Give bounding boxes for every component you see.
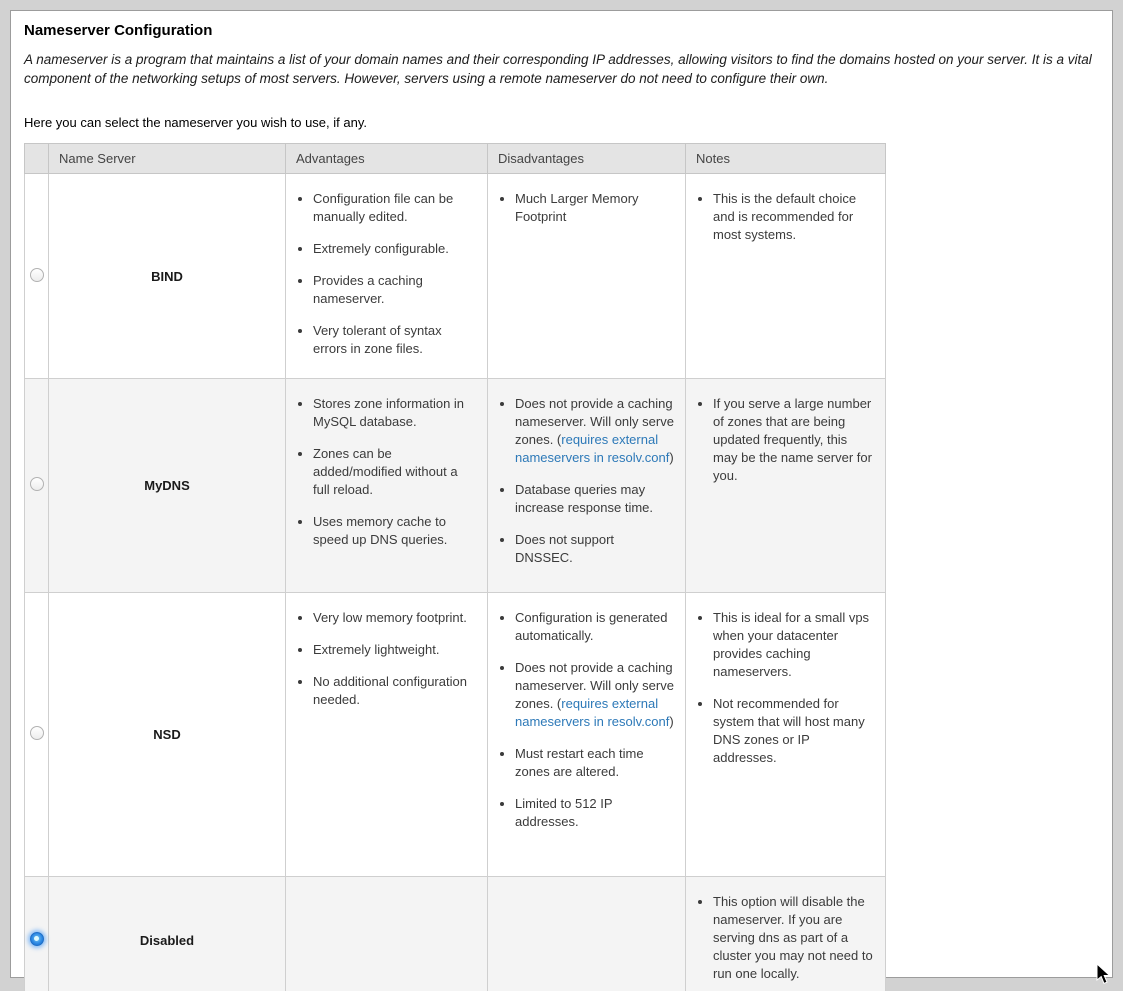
- column-header-advantages: Advantages: [286, 144, 488, 174]
- radio-cell-disabled: [25, 877, 49, 991]
- disadvantages-cell-bind-list: [498, 190, 675, 226]
- notes-cell-disabled-list: [696, 893, 875, 983]
- list-item: • Does not support DNSSEC.: [515, 531, 675, 567]
- disadvantages-cell-bind: [488, 174, 686, 379]
- list-item: • Not recommended for system that will host many DNS zones or IP addresses.: [713, 695, 875, 767]
- advantages-cell-bind: [286, 174, 488, 379]
- nameserver-table: [24, 143, 886, 991]
- advantages-cell-mydns: [286, 379, 488, 593]
- disadvantages-cell-disabled: [488, 877, 686, 991]
- list-item: • Very low memory footprint.: [313, 609, 477, 627]
- table-row-mydns: [25, 379, 886, 593]
- name-server-label-mydns: MyDNS: [49, 379, 286, 593]
- list-item: • Very tolerant of syntax errors in zone files.: [313, 322, 477, 358]
- list-item: • Does not provide a caching nameserver. Will only serve zones. (requires external nameservers in resolv.conf): [515, 395, 675, 467]
- disadvantages-cell-mydns-list: [498, 395, 675, 567]
- notes-cell-bind-list: [696, 190, 875, 244]
- table-row-bind: [25, 174, 886, 379]
- advantages-cell-bind-list: [296, 190, 477, 358]
- list-item: • Stores zone information in MySQL database.: [313, 395, 477, 431]
- disadvantages-cell-nsd: [488, 593, 686, 877]
- list-item: • This is ideal for a small vps when your datacenter provides caching nameservers.: [713, 609, 875, 681]
- column-header-disadvantages: Disadvantages: [488, 144, 686, 174]
- select-prompt: Here you can select the nameserver you wish to use, if any.: [24, 115, 367, 130]
- advantages-cell-mydns-list: [296, 395, 477, 549]
- table-row-disabled: [25, 877, 886, 991]
- radio-cell-mydns: [25, 379, 49, 593]
- content-panel: [10, 10, 1113, 981]
- notes-cell-nsd: [686, 593, 886, 877]
- column-header-notes: Notes: [686, 144, 886, 174]
- list-item: • Much Larger Memory Footprint: [515, 190, 675, 226]
- advantages-cell-disabled: [286, 877, 488, 991]
- radio-nsd[interactable]: [30, 726, 44, 740]
- list-item: • This is the default choice and is recommended for most systems.: [713, 190, 875, 244]
- radio-bind[interactable]: [30, 268, 44, 282]
- list-item: • Uses memory cache to speed up DNS queries.: [313, 513, 477, 549]
- disadvantages-cell-mydns: [488, 379, 686, 593]
- notes-cell-mydns: [686, 379, 886, 593]
- table-header-row: [25, 144, 886, 174]
- name-server-label-disabled: Disabled: [49, 877, 286, 991]
- list-item: • Limited to 512 IP addresses.: [515, 795, 675, 831]
- resolv-conf-link[interactable]: requires external nameservers in resolv.conf: [515, 432, 670, 465]
- column-header-name-server: Name Server: [49, 144, 286, 174]
- radio-mydns[interactable]: [30, 477, 44, 491]
- list-item: • Provides a caching nameserver.: [313, 272, 477, 308]
- list-item: • This option will disable the nameserver. If you are serving dns as part of a cluster you may not need to run one locally.: [713, 893, 875, 983]
- notes-cell-mydns-list: [696, 395, 875, 485]
- page-description: A nameserver is a program that maintains a list of your domain names and their corresponding IP addresses, allowing visitors to find the domains hosted on your server. It is a vital component of the networking setups of most servers. However, servers using a remote nameserver do not need to configure their own.: [24, 52, 1092, 86]
- table-row-nsd: [25, 593, 886, 877]
- advantages-cell-nsd: [286, 593, 488, 877]
- list-item: • Does not provide a caching nameserver. Will only serve zones. (requires external nameservers in resolv.conf): [515, 659, 675, 731]
- name-server-label-bind: BIND: [49, 174, 286, 379]
- list-item: • Database queries may increase response time.: [515, 481, 675, 517]
- column-header-radio: [25, 144, 49, 174]
- list-item: • Must restart each time zones are altered.: [515, 745, 675, 781]
- notes-cell-bind: [686, 174, 886, 379]
- advantages-cell-nsd-list: [296, 609, 477, 709]
- page-title: Nameserver Configuration: [24, 22, 213, 39]
- list-item: • If you serve a large number of zones that are being updated frequently, this may be the name server for you.: [713, 395, 875, 485]
- name-server-label-nsd: NSD: [49, 593, 286, 877]
- radio-disabled[interactable]: [30, 932, 44, 946]
- list-item: • Configuration is generated automatically.: [515, 609, 675, 645]
- radio-cell-bind: [25, 174, 49, 379]
- nameserver-table-body: [25, 174, 886, 991]
- list-item: • Zones can be added/modified without a full reload.: [313, 445, 477, 499]
- list-item: • Extremely configurable.: [313, 240, 477, 258]
- list-item: • No additional configuration needed.: [313, 673, 477, 709]
- resolv-conf-link[interactable]: requires external nameservers in resolv.conf: [515, 696, 670, 729]
- list-item: • Configuration file can be manually edited.: [313, 190, 477, 226]
- radio-cell-nsd: [25, 593, 49, 877]
- notes-cell-disabled: [686, 877, 886, 991]
- list-item: • Extremely lightweight.: [313, 641, 477, 659]
- disadvantages-cell-nsd-list: [498, 609, 675, 831]
- notes-cell-nsd-list: [696, 609, 875, 767]
